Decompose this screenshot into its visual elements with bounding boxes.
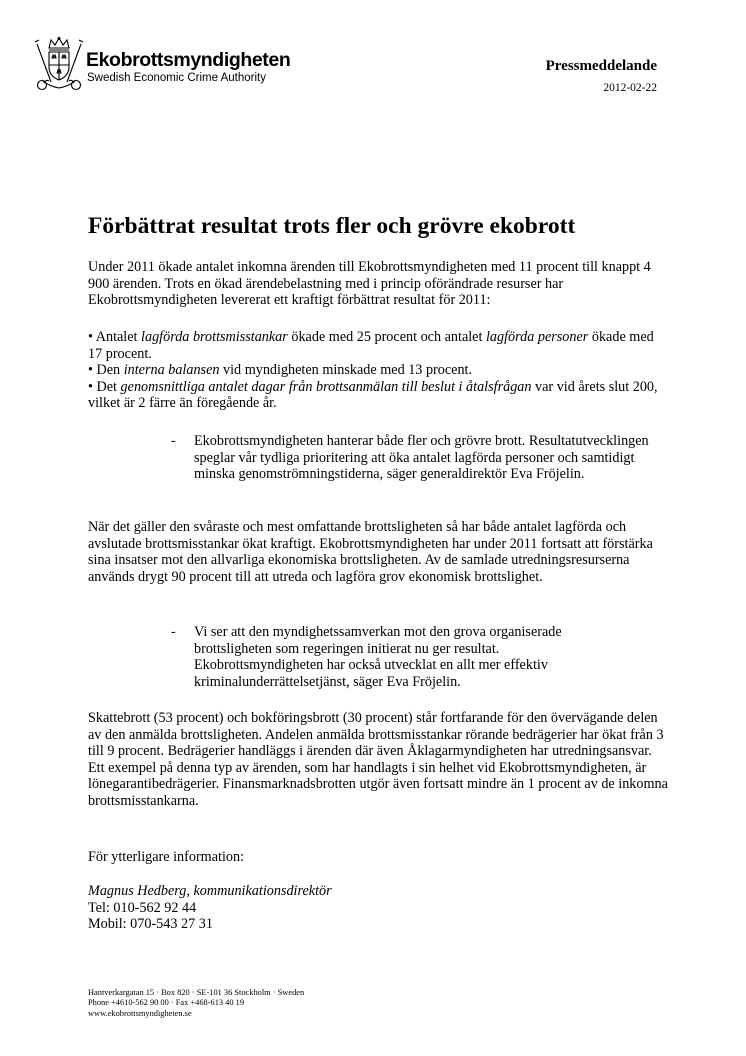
org-subtitle: Swedish Economic Crime Authority xyxy=(87,72,266,84)
quote-text: Ekobrottsmyndigheten hanterar både fler och grövre brott. Resultatutvecklingen speglar vår tydliga prioritering att öka antalet lagförda personer och samtidigt minska genomströmningstiderna, säger generaldirektör Eva Fröjelin. xyxy=(194,433,649,482)
bullet-item: • Antalet lagförda brottsmisstankar ökade med 25 procent och antalet lagförda personer ökade med 17 procent. xyxy=(88,329,654,362)
footer-website-link[interactable]: www.ekobrottsmyndigheten.se xyxy=(88,1008,192,1018)
contact-tel: Tel: 010-562 92 44 xyxy=(88,899,197,916)
quote-block xyxy=(171,624,631,690)
contact-heading: För ytterligare information: xyxy=(88,849,245,865)
body-paragraph: När det gäller den svåraste och mest omfattande brottsligheten så har både antalet lagförda och avslutade brottsmisstankar ökat kraftigt. Ekobrottsmyndigheten har under 2011 fortsatt att förstärka sina insatser mot den allvarliga ekonomiska brottsligheten. Av de samlade utredningsresurserna används drygt 90 procent till att utreda och lagföra grov ekonomisk brottslighet. xyxy=(88,519,653,585)
quote-dash: - xyxy=(171,433,176,449)
footer xyxy=(88,988,304,1019)
quote-dash: - xyxy=(171,624,176,640)
bullet-item: • Det genomsnittliga antalet dagar från brottsanmälan till beslut i åtalsfrågan var vid årets slut 200, vilket är 2 färre än föregående år. xyxy=(88,378,658,411)
intro-paragraph: Under 2011 ökade antalet inkomna ärenden till Ekobrottsmyndigheten med 11 procent till knappt 4 900 ärenden. Trots en ökad ärendebelastning med i princip oförändrade resurser har Ekobrottsmyndigheten levererat ett kraftigt förbättrat resultat för 2011: xyxy=(88,259,651,308)
contact-name: Magnus Hedberg, kommunikationsdirektör xyxy=(88,883,332,899)
page-title: Förbättrat resultat trots fler och grövre ekobrott xyxy=(88,213,576,239)
footer-phone: Phone +4610-562 90 00 · Fax +468-613 40 19 xyxy=(88,998,245,1008)
contact-mobile: Mobil: 070-543 27 31 xyxy=(88,916,213,932)
coat-of-arms-icon xyxy=(34,36,84,92)
document-type: Pressmeddelande xyxy=(545,58,657,74)
org-name: Ekobrottsmyndigheten xyxy=(86,49,291,71)
footer-address: Hantverkargatan 15 · Box 820 · SE-101 36 Stockholm · Sweden xyxy=(88,988,305,997)
bullet-list xyxy=(88,329,668,412)
quote-text: Vi ser att den myndighetssamverkan mot den grova organiserade brottsligheten som regeringen initierat nu ger resultat. Ekobrottsmyndigheten har också utvecklat en allt mer effektiv kriminalunderrättelsetjänst, säger Eva Fröjelin. xyxy=(194,624,562,690)
contact-block xyxy=(88,883,668,933)
quote-block xyxy=(171,433,661,483)
bullet-item: • Den interna balansen vid myndigheten minskade med 13 procent. xyxy=(88,362,473,378)
body-paragraph: Skattebrott (53 procent) och bokföringsbrott (30 procent) står fortfarande för den övervägande delen av den anmälda brottsligheten. Andelen anmälda brottsmisstankar rörande bedrägerier har ökat från 3 till 9 procent. Bedrägerier handläggs i ärenden där även Åklagarmyndigheten har utredningsansvar. Ett exempel på denna typ av ärenden, som har handlagts i sin helhet vid Ekobrottsmyndigheten, är lönegarantibedrägerier. Finansmarknadsbrotten utgör även fortsatt mindre än 1 procent av de inkomna brottsmisstankarna. xyxy=(88,710,668,809)
document-date: 2012-02-22 xyxy=(603,82,657,94)
authority-logo xyxy=(34,36,294,92)
